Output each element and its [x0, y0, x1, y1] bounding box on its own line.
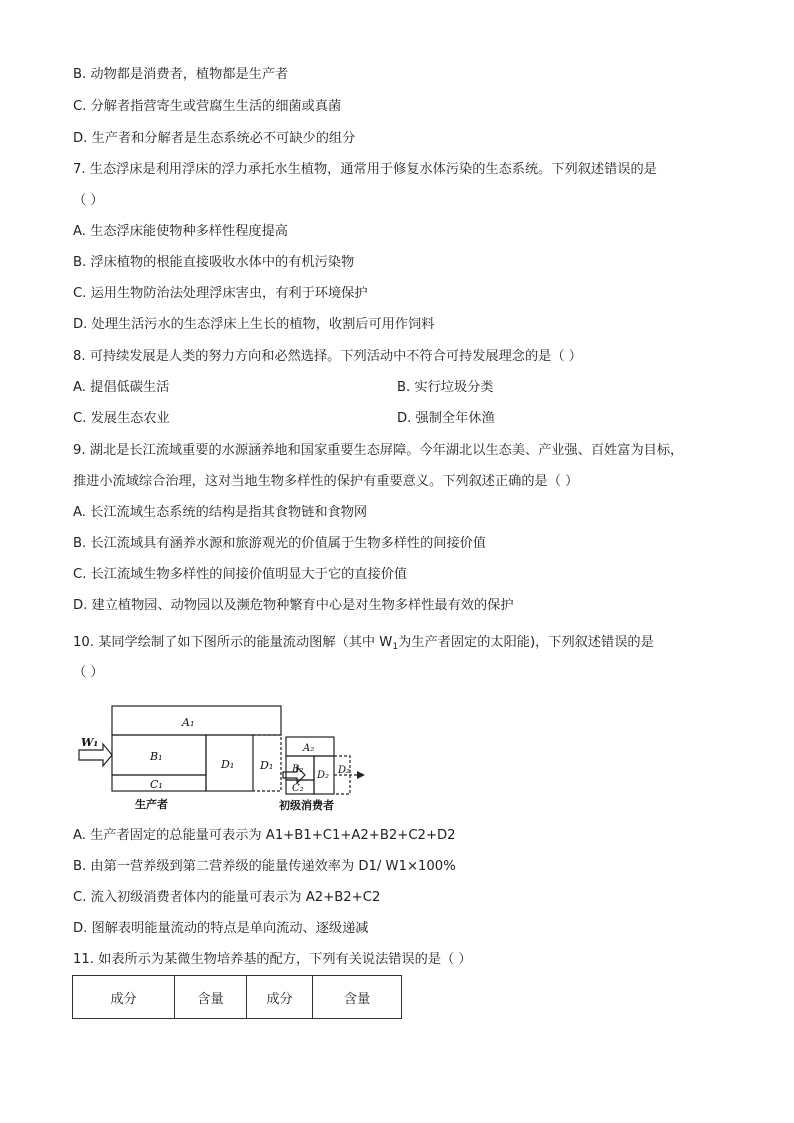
q7-option-c: C. 运用生物防治法处理浮床害虫，有利于环境保护	[73, 286, 368, 301]
q9-stem-line2: 推进小流域综合治理，这对当地生物多样性的保护有重要意义。下列叙述正确的是（ ）	[73, 474, 579, 489]
q10-stem-subscript: 1	[392, 642, 399, 652]
primary-consumer-label: 初级消费者	[279, 799, 334, 812]
q11-stem: 11. 如表所示为某微生物培养基的配方，下列有关说法错误的是（ ）	[73, 952, 472, 967]
d2-arrowhead	[357, 771, 365, 779]
medium-recipe-table	[72, 975, 402, 1019]
d1-arrow-label: D₁	[260, 759, 274, 772]
q9-option-b: B. 长江流域具有涵养水源和旅游观光的价值属于生物多样性的间接价值	[73, 536, 487, 551]
a1-label: A₁	[182, 716, 195, 729]
q8-option-b: B. 实行垃圾分类	[397, 380, 494, 395]
d2-arrow-label: D₂	[338, 765, 351, 776]
table-header-cell: 成分	[73, 976, 175, 1019]
q8-stem: 8. 可持续发展是人类的努力方向和必然选择。下列活动中不符合可持发展理念的是（ ）	[73, 349, 582, 364]
q9-stem-line1: 9. 湖北是长江流域重要的水源涵养地和国家重要生态屏障。今年湖北以生态美、产业强、百姓富为目标，	[73, 443, 684, 458]
q7-option-d: D. 处理生活污水的生态浮床上生长的植物，收割后可用作饲料	[73, 317, 435, 332]
q8-option-d: D. 强制全年休渔	[397, 411, 495, 426]
q10-stem-part2: 为生产者固定的太阳能)，下列叙述错误的是	[398, 635, 654, 650]
c2-label: C₂	[292, 783, 304, 794]
q7-stem: 7. 生态浮床是利用浮床的浮力承托水生植物，通常用于修复水体污染的生态系统。下列叙述错误的是	[73, 162, 657, 177]
q8-option-c: C. 发展生态农业	[73, 411, 170, 426]
q10-option-b: B. 由第一营养级到第二营养级的能量传递效率为 D1/ W1×100%	[73, 859, 456, 874]
q7-option-b: B. 浮床植物的根能直接吸收水体中的有机污染物	[73, 255, 355, 270]
a1-box	[112, 706, 281, 735]
q8-option-a: A. 提倡低碳生活	[73, 380, 170, 395]
producer-label: 生产者	[135, 798, 168, 811]
q6-option-b: B. 动物都是消费者，植物都是生产者	[73, 67, 289, 82]
b1-label: B₁	[150, 750, 163, 763]
b2-label: B₂	[292, 764, 304, 775]
table-header-row	[73, 976, 402, 1019]
table-header-cell: 含量	[175, 976, 247, 1019]
a2-label: A₂	[303, 743, 315, 754]
energy-flow-diagram	[75, 700, 375, 815]
table-header-cell: 含量	[313, 976, 402, 1019]
q10-option-c: C. 流入初级消费者体内的能量可表示为 A2+B2+C2	[73, 890, 381, 905]
q9-option-a: A. 长江流域生态系统的结构是指其食物链和食物网	[73, 505, 368, 520]
q10-answer-paren: （ ）	[73, 665, 104, 680]
w1-label: W₁	[81, 736, 99, 749]
q6-option-c: C. 分解者指营寄生或营腐生生活的细菌或真菌	[73, 99, 342, 114]
q9-option-d: D. 建立植物园、动物园以及濒危物种繁育中心是对生物多样性最有效的保护	[73, 598, 514, 613]
q6-option-d: D. 生产者和分解者是生态系统必不可缺少的组分	[73, 131, 356, 146]
q10-option-d: D. 图解表明能量流动的特点是单向流动、逐级递减	[73, 921, 369, 936]
d1-box-label: D₁	[221, 758, 235, 771]
q10-stem-part1: 10. 某同学绘制了如下图所示的能量流动图解（其中 W	[73, 635, 393, 650]
table-header-cell: 成分	[247, 976, 313, 1019]
q7-option-a: A. 生态浮床能使物种多样性程度提高	[73, 224, 288, 239]
q7-answer-paren: （ ）	[73, 193, 104, 208]
q10-option-a: A. 生产者固定的总能量可表示为 A1+B1+C1+A2+B2+C2+D2	[73, 828, 456, 843]
d2-box-label: D₂	[317, 770, 330, 781]
q9-option-c: C. 长江流域生物多样性的间接价值明显大于它的直接价值	[73, 567, 408, 582]
q10-stem	[73, 634, 654, 652]
c1-label: C₁	[150, 778, 163, 791]
